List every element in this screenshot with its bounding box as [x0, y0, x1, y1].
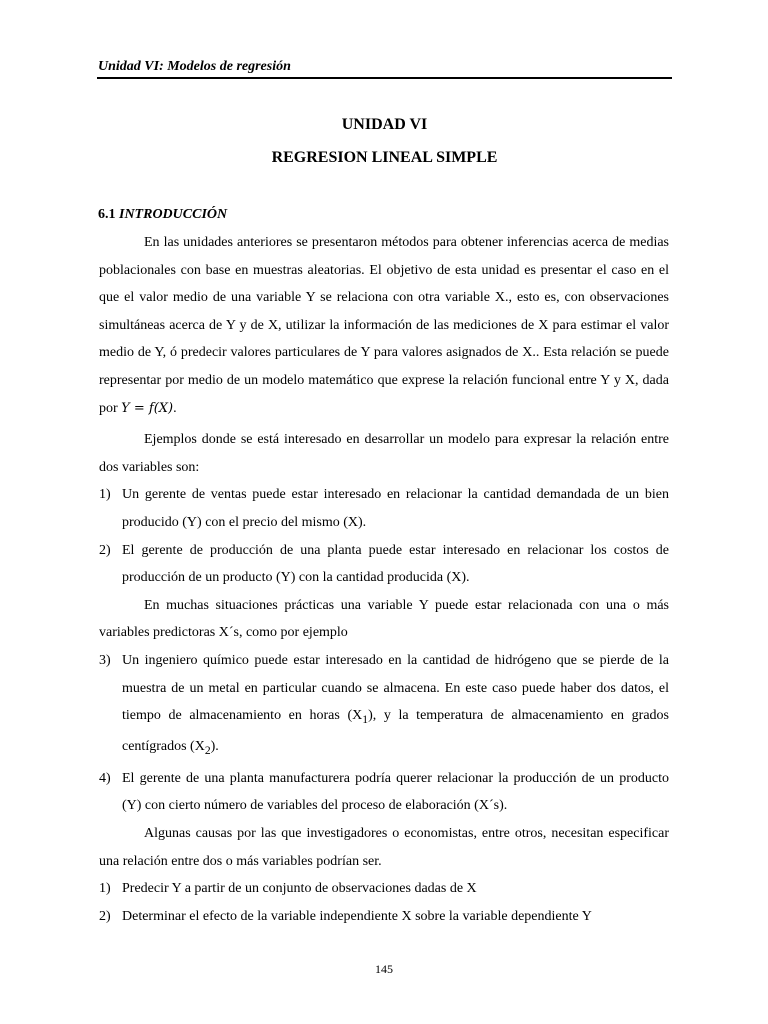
list-item-number: 1): [99, 487, 111, 503]
list-item-text-part: ), y la temperatura de almacenamiento en grados centígrados (X: [122, 708, 669, 755]
list-item-text: Un gerente de ventas puede estar interesado en relacionar la cantidad demandada de un bien producido (Y) con el precio del mismo (X).: [122, 487, 669, 530]
list-item: [99, 537, 669, 592]
list-item: [99, 875, 669, 903]
page-number: 145: [375, 962, 393, 976]
header-rule: [97, 77, 672, 79]
subscript: 2: [204, 744, 211, 758]
list-item-text: Predecir Y a partir de un conjunto de observaciones dadas de X: [122, 881, 477, 897]
list-item: [99, 481, 669, 536]
subscript: 1: [362, 712, 369, 726]
unit-title: UNIDAD VI: [341, 116, 428, 133]
paragraph-predictors: En muchas situaciones prácticas una variable Y puede estar relacionada con una o más variables predictoras X´s, como por ejemplo: [99, 597, 669, 641]
document-body: [99, 229, 669, 930]
paragraph-intro: [99, 229, 669, 422]
list-item-text-part: Un ingeniero químico puede estar interesado en la cantidad de hidrógeno que se pierde de la muestra de un metal en particular cuando se almacena. En este caso puede haber dos datos, el tiempo de almacenamiento en horas (X: [122, 652, 669, 724]
list-item: [99, 647, 669, 765]
list-item-text: El gerente de producción de una planta puede estar interesado en relacionar los costos de producción de un producto (Y) con la cantidad producida (X).: [122, 542, 669, 586]
running-head: Unidad VI: Modelos de regresión: [98, 59, 291, 74]
list-item-text: [122, 647, 669, 765]
list-item-text-part: ).: [210, 739, 219, 755]
list-item-number: 4): [99, 770, 111, 786]
list-item: [99, 765, 669, 820]
section-name: INTRODUCCIÓN: [119, 207, 228, 222]
paragraph-intro-text: En las unidades anteriores se presentaron métodos para obtener inferencias acerca de medias poblacionales con base en muestras aleatorias. El objetivo de esta unidad es presentar el caso en el que el valor medio de una variable Y se relaciona con otra variable X., esto es, con observaciones simultáneas acerca de Y y de X, utilizar la información de las mediciones de X para estimar el valor medio de Y, ó predecir valores particulares de Y para valores asignados de X.. Esta relación se puede representar por medio de un modelo matemático que exprese la relación funcional entre Y y X, dada por: [99, 235, 669, 416]
list-item: [99, 903, 669, 931]
list-item-number: 2): [99, 908, 111, 924]
list-item-text: Determinar el efecto de la variable independiente X sobre la variable dependiente Y: [122, 908, 592, 924]
formula: Y = f(X): [121, 400, 174, 416]
paragraph-examples: Ejemplos donde se está interesado en desarrollar un modelo para expresar la relación entre dos variables son:: [99, 432, 669, 475]
section-heading: [98, 207, 227, 223]
list-item-number: 3): [99, 652, 111, 668]
section-number: 6.1: [98, 207, 116, 222]
paragraph-intro-end: .: [173, 400, 177, 416]
list-item-number: 1): [99, 881, 111, 897]
list-item-number: 2): [99, 542, 111, 558]
paragraph-causes: Algunas causas por las que investigadores o economistas, entre otros, necesitan especificar una relación entre dos o más variables podrían ser.: [99, 826, 669, 869]
list-item-text: El gerente de una planta manufacturera podría querer relacionar la producción de un producto (Y) con cierto número de variables del proceso de elaboración (X´s).: [122, 770, 669, 814]
unit-subtitle: REGRESION LINEAL SIMPLE: [271, 149, 498, 166]
